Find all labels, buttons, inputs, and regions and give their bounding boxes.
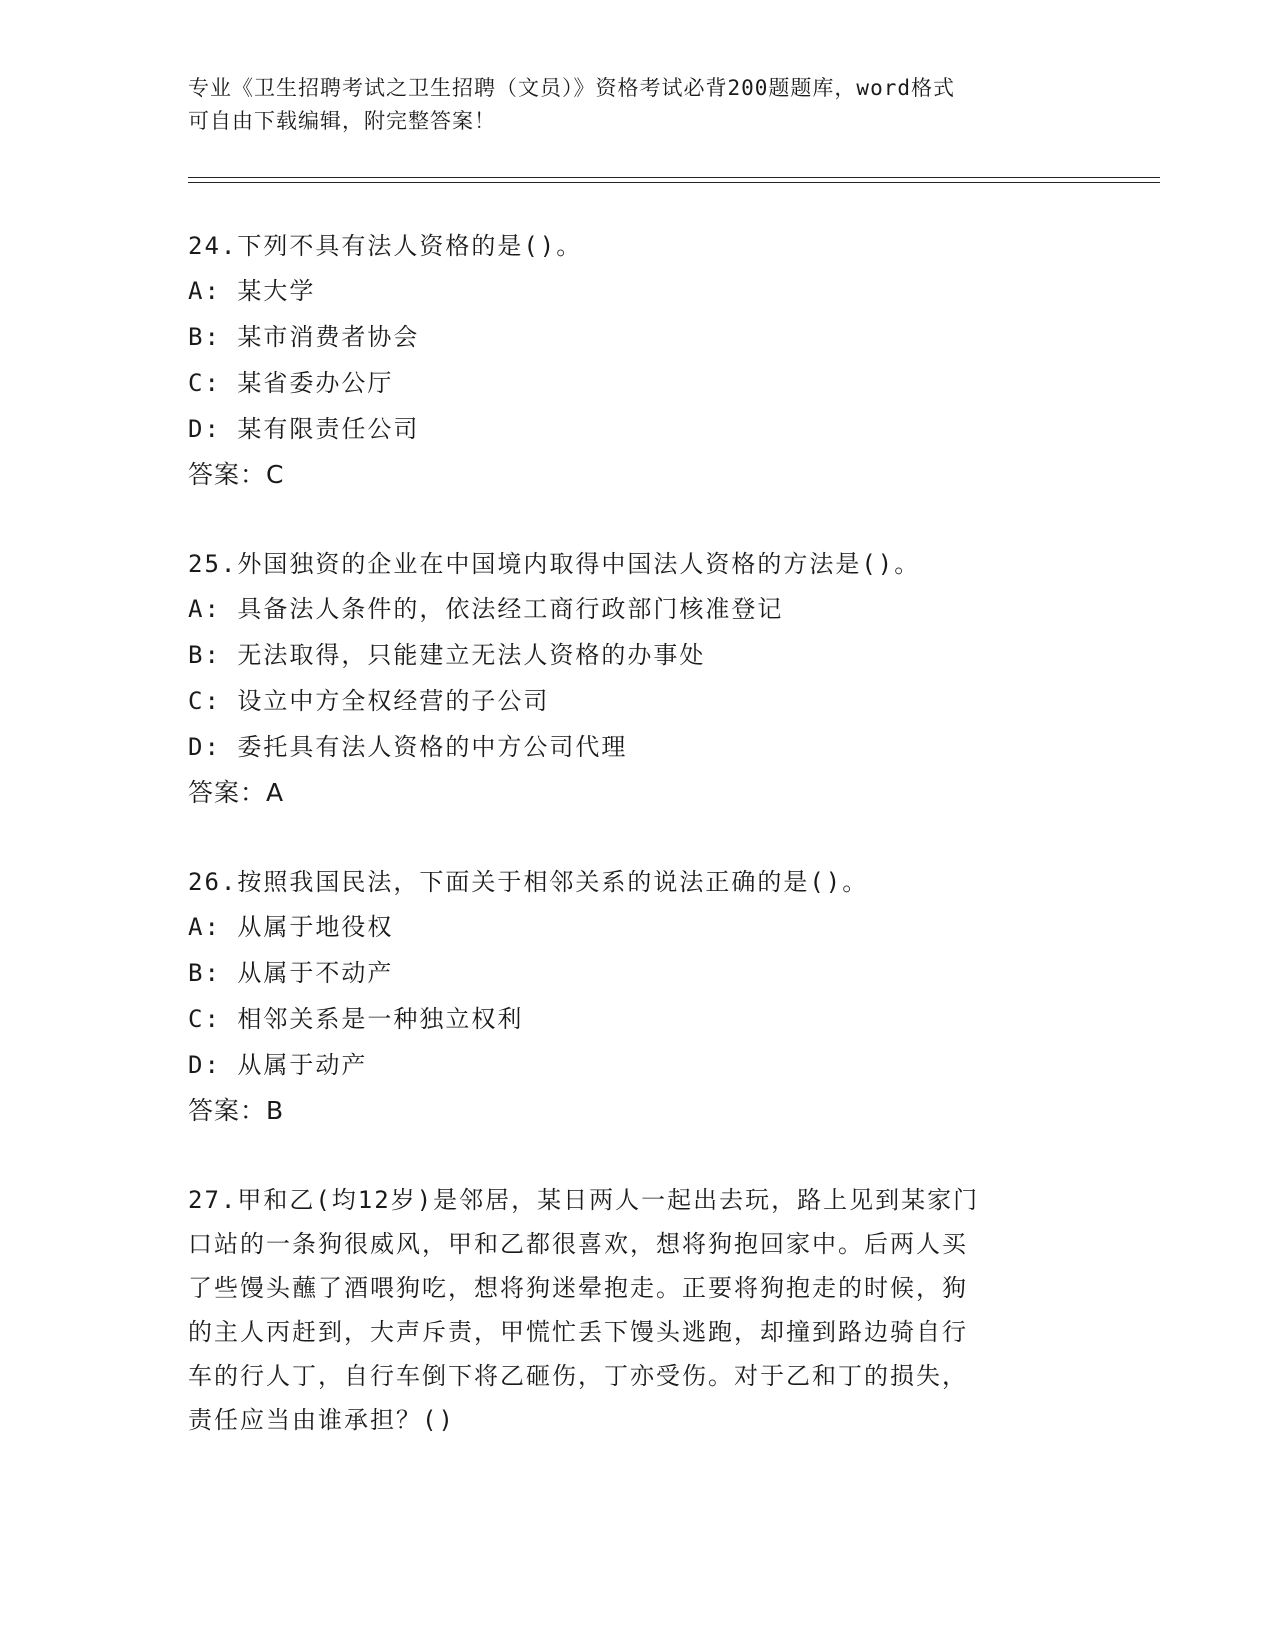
question-27-text xyxy=(188,1178,1068,1442)
option-a: A: 从属于地役权 xyxy=(188,913,394,941)
option-d: D: 委托具有法人资格的中方公司代理 xyxy=(188,733,628,761)
header-divider-bottom xyxy=(188,182,1160,183)
option-b: B: 无法取得，只能建立无法人资格的办事处 xyxy=(188,641,706,669)
question-26 xyxy=(188,860,1088,1134)
option-b: B: 某市消费者协会 xyxy=(188,323,420,351)
header-line-2: 可自由下载编辑，附完整答案！ xyxy=(188,109,496,133)
question-stem: 26.按照我国民法，下面关于相邻关系的说法正确的是()。 xyxy=(188,868,869,896)
question-stem: 24.下列不具有法人资格的是()。 xyxy=(188,232,583,260)
question-27-line-1: 27.甲和乙(均12岁)是邻居，某日两人一起出去玩，路上见到某家门 xyxy=(188,1186,980,1214)
answer-line: 答案：A xyxy=(188,778,285,807)
option-c: C: 设立中方全权经营的子公司 xyxy=(188,687,550,715)
question-24 xyxy=(188,224,1088,498)
option-c: C: 某省委办公厅 xyxy=(188,369,394,397)
option-d: D: 某有限责任公司 xyxy=(188,415,420,443)
question-27-line-2: 口站的一条狗很威风，甲和乙都很喜欢，想将狗抱回家中。后两人买 xyxy=(188,1230,968,1258)
document-header xyxy=(188,72,1068,138)
option-a: A: 具备法人条件的，依法经工商行政部门核准登记 xyxy=(188,595,784,623)
option-c: C: 相邻关系是一种独立权利 xyxy=(188,1005,524,1033)
option-a: A: 某大学 xyxy=(188,277,316,305)
question-stem: 25.外国独资的企业在中国境内取得中国法人资格的方法是()。 xyxy=(188,550,921,578)
question-27-line-4: 的主人丙赶到，大声斥责，甲慌忙丢下馒头逃跑，却撞到路边骑自行 xyxy=(188,1318,968,1346)
answer-line: 答案：B xyxy=(188,1096,285,1125)
question-27-line-3: 了些馒头蘸了酒喂狗吃，想将狗迷晕抱走。正要将狗抱走的时候，狗 xyxy=(188,1274,968,1302)
question-27-line-6: 责任应当由谁承担？() xyxy=(188,1406,455,1434)
question-27-line-5: 车的行人丁，自行车倒下将乙砸伤，丁亦受伤。对于乙和丁的损失， xyxy=(188,1362,968,1390)
option-b: B: 从属于不动产 xyxy=(188,959,394,987)
answer-line: 答案：C xyxy=(188,460,285,489)
question-25 xyxy=(188,542,1088,816)
question-27 xyxy=(188,1178,1088,1442)
header-line-1: 专业《卫生招聘考试之卫生招聘（文员）》资格考试必背200题题库，word格式 xyxy=(188,76,955,100)
header-divider-top xyxy=(188,177,1160,178)
option-d: D: 从属于动产 xyxy=(188,1051,368,1079)
